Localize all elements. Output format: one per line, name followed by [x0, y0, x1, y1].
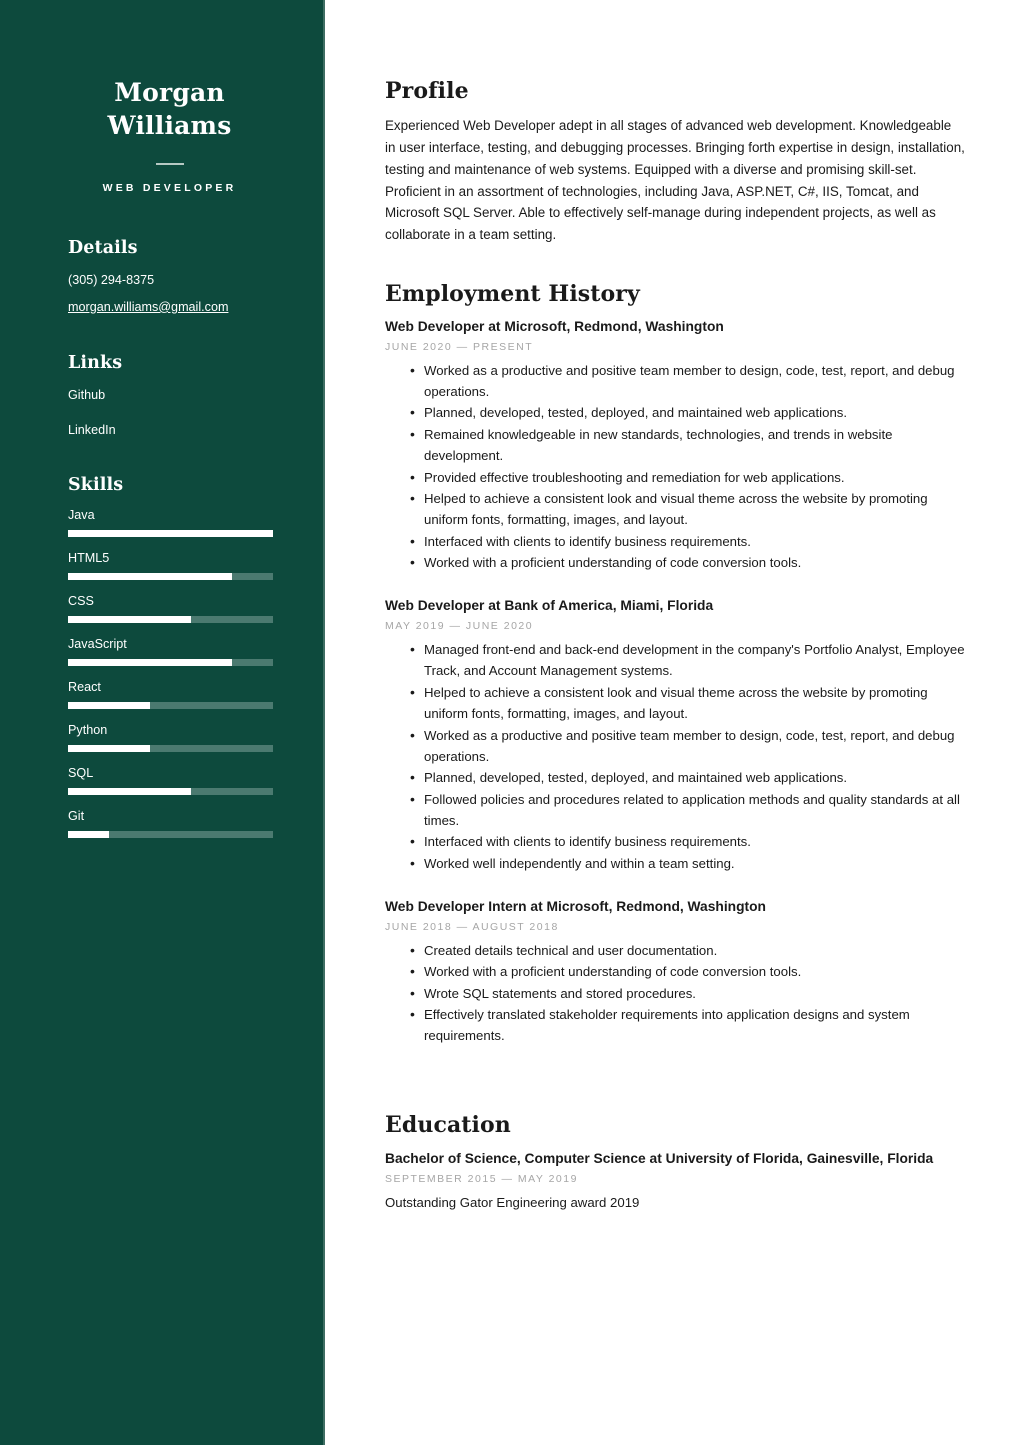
profile-heading: Profile: [385, 78, 469, 104]
employment-section: [385, 281, 965, 1047]
bullet-item: • Followed policies and procedures related to application methods and quality standards at all times.: [385, 789, 965, 832]
job-entry: [385, 318, 965, 573]
last-name: Williams: [107, 111, 232, 141]
skill-label: React: [68, 679, 101, 694]
education-degree: Bachelor of Science, Computer Science at University of Florida, Gainesville, Florida: [385, 1150, 934, 1166]
bullet-item: • Planned, developed, tested, deployed, and maintained web applications.: [385, 767, 965, 788]
job-dates: JUNE 2018 — AUGUST 2018: [385, 920, 559, 933]
skill-label: JavaScript: [68, 636, 127, 651]
bullet-item: • Worked well independently and within a team setting.: [385, 853, 965, 874]
job-role: Web Developer Intern at Microsoft, Redmond, Washington: [385, 899, 766, 915]
bullet-item: • Interfaced with clients to identify business requirements.: [385, 531, 965, 552]
skill-bar-fill: [68, 745, 150, 752]
skill-bar-fill: [68, 659, 232, 666]
bullet-item: • Helped to achieve a consistent look and visual theme across the website by promoting uniform fonts, formatting, images, and layout.: [385, 488, 965, 531]
email-link[interactable]: morgan.williams@gmail.com: [68, 299, 229, 314]
main-content: [325, 0, 1022, 1445]
profile-section: [385, 78, 965, 246]
skill-item: [68, 594, 271, 623]
bullet-item: • Remained knowledgeable in new standards, technologies, and trends in website development.: [385, 424, 965, 467]
skill-bar-track: [68, 659, 273, 666]
bullet-item: • Wrote SQL statements and stored procedures.: [385, 983, 965, 1004]
skill-bar-fill: [68, 788, 191, 795]
name-divider: [156, 163, 184, 165]
skill-item: [68, 551, 271, 580]
profile-text: Experienced Web Developer adept in all stages of advanced web development. Knowledgeable in user interface, testing, and debugging processes. Bringing forth expertise in design, installation, testing and maintenance of web systems. Equipped with a diverse and promising skill-set. Proficient in an assortment of technologies, including Java, ASP.NET, C#, IIS, Tomcat, and Microsoft SQL Server. Able to effectively self-manage during independent projects, as well as collaborate in a team setting.: [385, 118, 965, 243]
candidate-name: [68, 76, 271, 143]
education-note: Outstanding Gator Engineering award 2019: [385, 1194, 640, 1210]
skill-item: [68, 723, 271, 752]
employment-heading: Employment History: [385, 281, 640, 308]
candidate-job-title: WEB DEVELOPER: [102, 181, 237, 194]
skill-label: Git: [68, 808, 85, 823]
skill-item: [68, 508, 271, 537]
skill-item: [68, 766, 271, 795]
link-item-github[interactable]: Github: [68, 388, 106, 402]
first-name: Morgan: [114, 78, 225, 107]
job-role: Web Developer at Bank of America, Miami, Florida: [385, 598, 714, 614]
sidebar: [0, 0, 325, 1445]
skill-bar-fill: [68, 702, 150, 709]
skill-bar-track: [68, 831, 273, 838]
name-block: [68, 0, 271, 194]
phone-number: (305) 294-8375: [68, 272, 155, 287]
skill-label: Java: [68, 507, 95, 522]
education-entry: [385, 1149, 965, 1213]
skill-bar-fill: [68, 831, 109, 838]
bullet-item: • Worked as a productive and positive team member to design, code, test, report, and debug operations.: [385, 360, 965, 403]
details-heading: Details: [68, 237, 138, 258]
bullet-item: • Interfaced with clients to identify business requirements.: [385, 831, 965, 852]
skill-item: [68, 637, 271, 666]
skill-bar-track: [68, 573, 273, 580]
job-entry: [385, 597, 965, 874]
links-section: [68, 353, 271, 440]
education-dates: SEPTEMBER 2015 — MAY 2019: [385, 1172, 578, 1185]
skill-bar-track: [68, 616, 273, 623]
skill-bar-track: [68, 530, 273, 537]
skill-bar-fill: [68, 530, 273, 537]
bullet-item: • Worked as a productive and positive team member to design, code, test, report, and debug operations.: [385, 725, 965, 768]
skills-heading: Skills: [68, 474, 124, 495]
bullet-item: • Effectively translated stakeholder requirements into application designs and system requirements.: [385, 1004, 965, 1047]
job-bullets: [385, 940, 965, 1047]
skill-label: Python: [68, 722, 108, 737]
bullet-item: • Worked with a proficient understanding of code conversion tools.: [385, 961, 965, 982]
skill-bar-fill: [68, 573, 232, 580]
skill-bar-track: [68, 702, 273, 709]
job-bullets: [385, 360, 965, 574]
skill-label: HTML5: [68, 550, 110, 565]
job-bullets: [385, 639, 965, 874]
skills-section: [68, 475, 271, 838]
links-heading: Links: [68, 353, 123, 373]
skill-label: SQL: [68, 765, 94, 780]
job-dates: MAY 2019 — JUNE 2020: [385, 620, 534, 633]
bullet-item: • Planned, developed, tested, deployed, and maintained web applications.: [385, 402, 965, 423]
bullet-item: • Provided effective troubleshooting and remediation for web applications.: [385, 467, 965, 488]
details-section: [68, 238, 271, 319]
job-role: Web Developer at Microsoft, Redmond, Washington: [385, 319, 724, 335]
skill-item: [68, 809, 271, 838]
skill-bar-track: [68, 745, 273, 752]
skill-label: CSS: [68, 593, 94, 608]
bullet-item: • Managed front-end and back-end development in the company's Portfolio Analyst, Employee Track, and Account Management systems.: [385, 639, 965, 682]
bullet-item: • Worked with a proficient understanding of code conversion tools.: [385, 552, 965, 573]
skill-bar-fill: [68, 616, 191, 623]
bullet-item: • Helped to achieve a consistent look and visual theme across the website by promoting uniform fonts, formatting, images, and layout.: [385, 682, 965, 725]
skill-item: [68, 680, 271, 709]
skill-bar-track: [68, 788, 273, 795]
link-item-linkedin[interactable]: LinkedIn: [68, 423, 116, 438]
education-heading: Education: [385, 1111, 511, 1138]
job-dates: JUNE 2020 — PRESENT: [385, 340, 534, 353]
job-entry: [385, 898, 965, 1047]
bullet-item: • Created details technical and user documentation.: [385, 940, 965, 961]
education-section: [385, 1112, 965, 1213]
